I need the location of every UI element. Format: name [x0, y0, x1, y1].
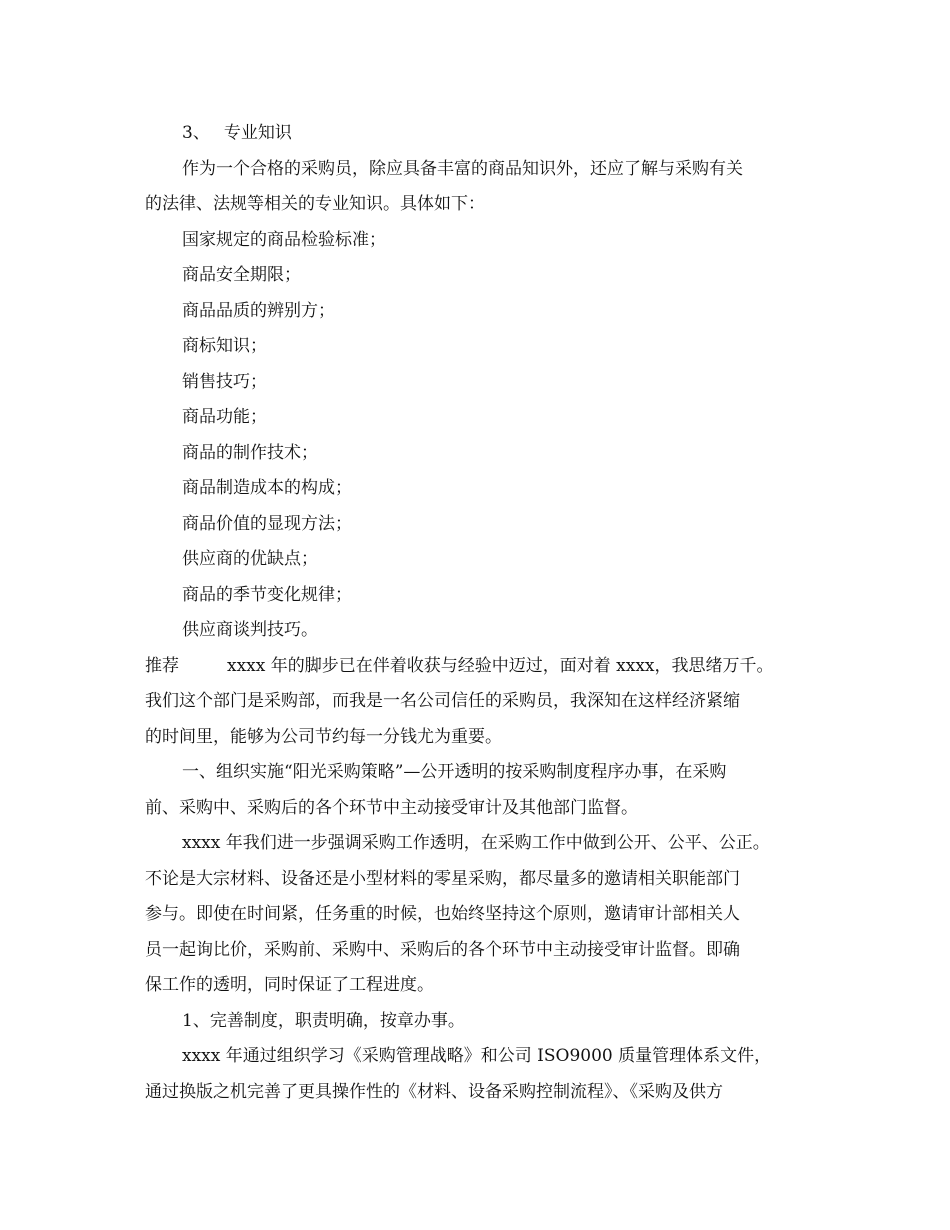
recommend-line-3: 的时间里，能够为公司节约每一分钱尤为重要。 — [145, 726, 502, 747]
knowledge-item: 国家规定的商品检验标准； — [182, 229, 386, 250]
knowledge-item: 商品安全期限； — [182, 265, 301, 285]
item1-detail-line: xxxx 年通过组织学习《采购管理战略》和公司 ISO9000 质量管理体系文件， — [182, 1046, 772, 1066]
knowledge-item: 销售技巧； — [182, 371, 267, 392]
knowledge-item: 商品的制作技术； — [182, 442, 318, 463]
item1-detail-line: 通过换版之机完善了更具操作性的《材料、设备采购控制流程》、《采购及供方 — [145, 1081, 723, 1102]
knowledge-item: 供应商的优缺点； — [182, 549, 318, 569]
document-body — [145, 116, 815, 1110]
knowledge-item: 商品价值的显现方法； — [182, 513, 352, 534]
part1-line-1: 一、组织实施“阳光采购策略”—公开透明的按采购制度程序办事，在采购 — [182, 762, 727, 782]
intro-line-1: 作为一个合格的采购员，除应具备丰富的商品知识外，还应了解与采购有关 — [182, 158, 743, 179]
recommend-label: 推荐 — [145, 655, 179, 676]
part1-detail-line: xxxx 年我们进一步强调采购工作透明，在采购工作中做到公开、公平、公正。 — [182, 833, 770, 853]
intro-line-2: 的法律、法规等相关的专业知识。具体如下： — [145, 194, 485, 214]
recommend-line-2: 我们这个部门是采购部，而我是一名公司信任的采购员，我深知在这样经济紧缩 — [145, 691, 740, 711]
knowledge-item: 商品的季节变化规律； — [182, 584, 352, 605]
section-number: 3、 — [182, 123, 210, 143]
knowledge-item: 商品品质的辨别方； — [182, 300, 335, 321]
part1-detail-line: 保工作的透明，同时保证了工程进度。 — [145, 975, 434, 995]
knowledge-item: 商品制造成本的构成； — [182, 478, 352, 498]
knowledge-item: 供应商谈判技巧。 — [182, 620, 318, 640]
part1-line-2: 前、采购中、采购后的各个环节中主动接受审计及其他部门监督。 — [145, 797, 638, 818]
part1-detail-line: 参与。即使在时间紧，任务重的时候，也始终坚持这个原则，邀请审计部相关人 — [145, 904, 740, 924]
section-heading — [145, 116, 815, 152]
part1-detail-line: 员一起询比价，采购前、采购中、采购后的各个环节中主动接受审计监督。即确 — [145, 939, 740, 960]
part1-detail-line: 不论是大宗材料、设备还是小型材料的零星采购，都尽量多的邀请相关职能部门 — [145, 868, 740, 889]
knowledge-item: 商品功能； — [182, 407, 267, 427]
recommend-text: xxxx 年的脚步已在伴着收获与经验中迈过，面对着 xxxx，我思绪万千。 — [227, 655, 774, 676]
section-title: 专业知识 — [223, 123, 292, 143]
knowledge-item: 商标知识； — [182, 336, 267, 356]
item1-title: 1、完善制度，职责明确，按章办事。 — [182, 1010, 465, 1031]
recommend-line-1 — [145, 649, 815, 685]
